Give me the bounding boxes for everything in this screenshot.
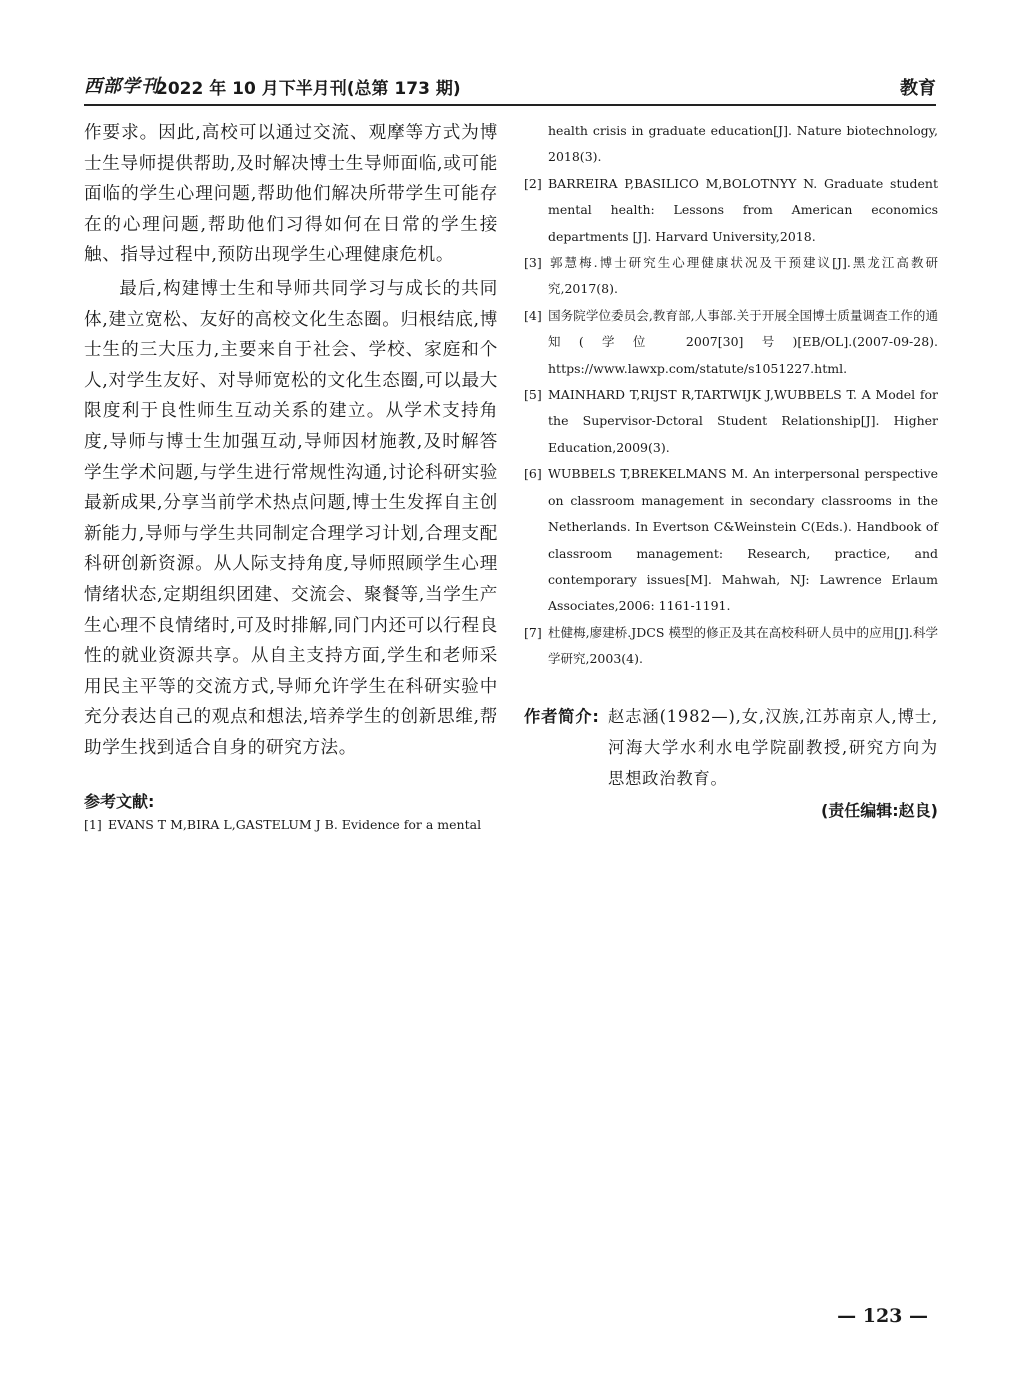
reference-number: [3]	[524, 255, 542, 271]
reference-item	[524, 250, 938, 303]
reference-text: 郭慧梅.博士研究生心理健康状况及干预建议[J].黑龙江高教研究,2017(8).	[548, 255, 938, 297]
reference-item	[524, 303, 938, 382]
reference-number: [1]	[84, 817, 102, 833]
author-bio-text: 赵志涵(1982—),女,汉族,江苏南京人,博士,河海大学水利水电学院副教授,研究方向为思想政治教育。	[608, 706, 938, 788]
editor-credit: (责任编辑:赵良)	[820, 800, 938, 820]
reference-text: WUBBELS T,BREKELMANS M. An interpersonal perspective on classroom management in secondary classrooms in the Netherlands. In Evertson C&Weinstein C(Eds.). Handbook of classroom management: Research, practice, and contemporary issues[M]. Mahwah, NJ: Lawrence Erlaum Associates,2006: 1161-1191.	[548, 466, 938, 614]
issue-info: 2022 年 10 月下半月刊(总第 173 期)	[156, 79, 461, 99]
reference-item	[524, 620, 938, 673]
reference-item	[524, 461, 938, 619]
left-column	[84, 118, 498, 839]
page-number: — 123 —	[837, 1305, 928, 1327]
page-header	[84, 70, 936, 102]
reference-number: [5]	[524, 387, 542, 403]
header-rule	[84, 104, 936, 106]
reference-item	[524, 171, 938, 250]
section-name: 教育	[900, 78, 936, 99]
reference-text: MAINHARD T,RIJST R,TARTWIJK J,WUBBELS T. A Model for the Supervisor-Dctoral Student Relationship[J]. Higher Education,2009(3).	[548, 387, 938, 455]
reference-item	[524, 382, 938, 461]
author-bio-label: 作者简介:	[524, 706, 600, 726]
reference-continuation: health crisis in graduate education[J]. Nature biotechnology, 2018(3).	[548, 123, 938, 165]
reference-item	[84, 812, 498, 838]
reference-text: EVANS T M,BIRA L,GASTELUM J B. Evidence for a mental	[108, 817, 482, 833]
body-paragraph: 最后,构建博士生和导师共同学习与成长的共同体,建立宽松、友好的高校文化生态圈。归根结底,博士生的三大压力,主要来自于社会、学校、家庭和个人,对学生友好、对导师宽松的文化生态圈,可以最大限度利于良性师生互动关系的建立。从学术支持角度,导师与博士生加强互动,导师因材施教,及时解答学生学术问题,与学生进行常规性沟通,讨论科研实验最新成果,分享当前学术热点问题,博士生发挥自主创新能力,导师与学生共同制定合理学习计划,合理支配科研创新资源。从人际支持角度,导师照顾学生心理情绪状态,定期组织团建、交流会、聚餐等,当学生产生心理不良情绪时,可及时排解,同门内还可以行程良性的就业资源共享。从自主支持方面,学生和老师采用民主平等的交流方式,导师允许学生在科研实验中充分表达自己的观点和想法,培养学生的创新思维,帮助学生找到适合自身的研究方法。	[84, 278, 498, 758]
reference-number: [2]	[524, 175, 542, 191]
reference-number: [4]	[524, 307, 542, 323]
journal-masthead: 西部学刊	[84, 76, 160, 97]
reference-number: [7]	[524, 624, 542, 640]
right-column	[524, 118, 938, 821]
reference-text: 国务院学位委员会,教育部,人事部.关于开展全国博士质量调查工作的通知(学位 2007[30]号)[EB/OL].(2007-09-28). https://www.lawxp.com/statute/s1051227.html.	[548, 307, 938, 376]
author-bio	[524, 701, 938, 794]
body-paragraph: 作要求。因此,高校可以通过交流、观摩等方式为博士生导师提供帮助,及时解决博士生导师面临,或可能面临的学生心理问题,帮助他们解决所带学生可能存在的心理问题,帮助他们习得如何在日常的学生接触、指导过程中,预防出现学生心理健康危机。	[84, 123, 498, 266]
references-heading: 参考文献:	[84, 792, 155, 812]
reference-text: 杜健梅,廖建桥.JDCS 模型的修正及其在高校科研人员中的应用[J].科学学研究,2003(4).	[548, 624, 938, 667]
reference-text: BARREIRA P,BASILICO M,BOLOTNYY N. Graduate student mental health: Lessons from American economics departments [J]. Harvard University,2018.	[548, 175, 938, 244]
reference-number: [6]	[524, 466, 542, 482]
